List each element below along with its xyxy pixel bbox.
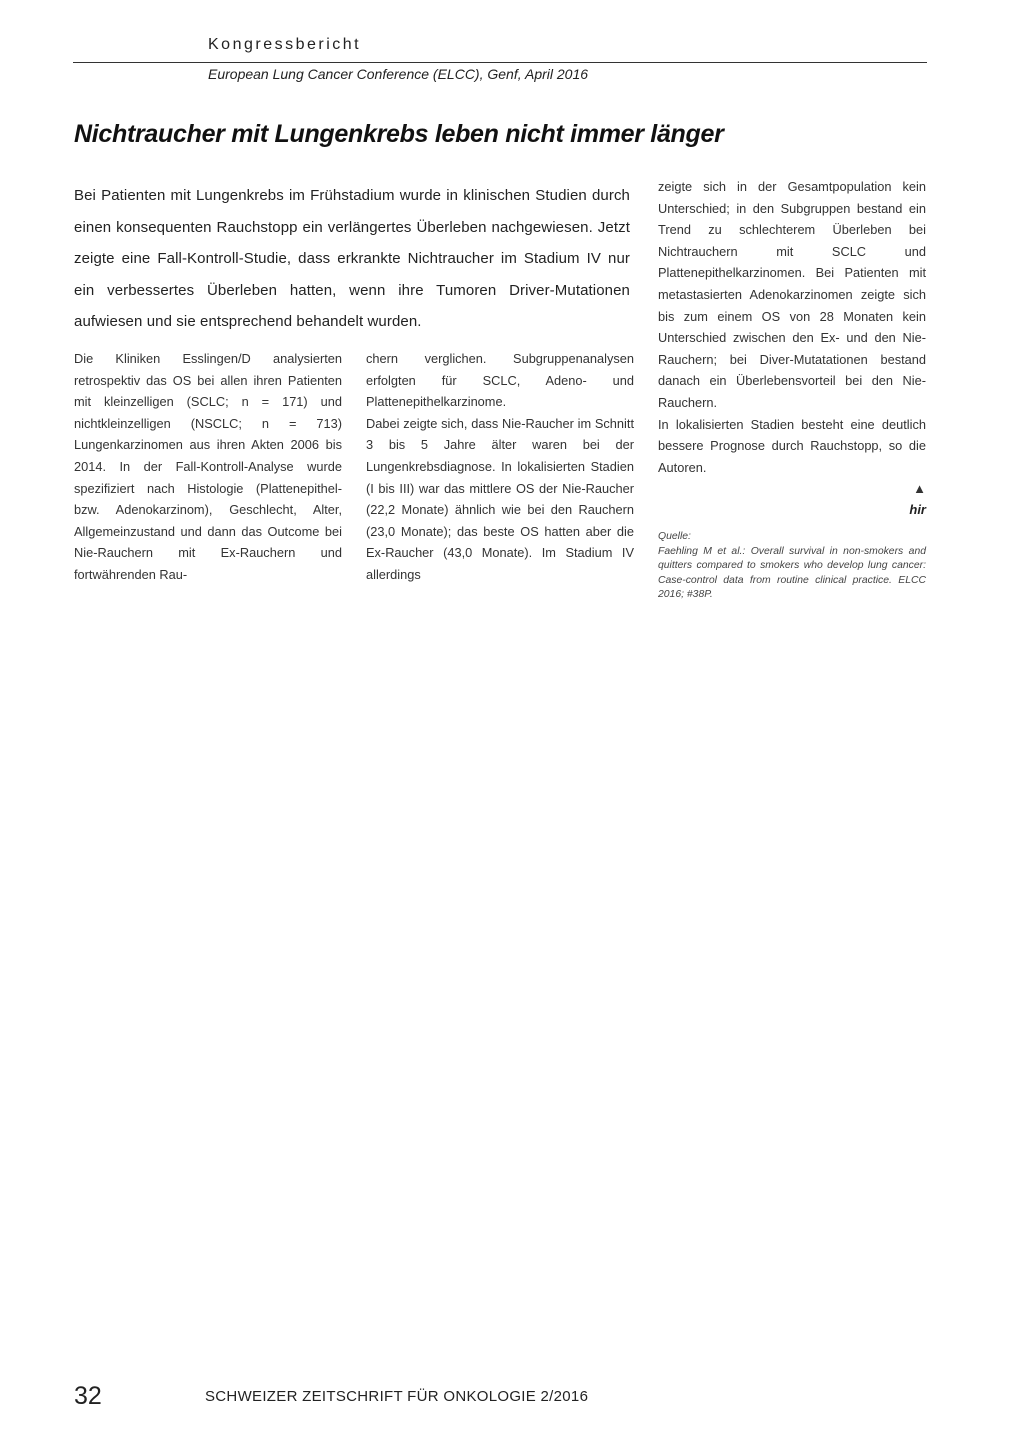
page-number: 32 [74,1382,102,1410]
column-3 [658,176,926,603]
column-2 [366,348,634,586]
end-of-article-triangle-icon: ▲ [913,481,926,497]
source-reference [658,530,926,603]
article-title: Nichtraucher mit Lungenkrebs leben nicht immer länger [74,120,724,148]
source-text: Faehling M et al.: Overall survival in non-smokers and quitters compared to smokers who develop lung cancer: Case-control data from routine clinical practice. ELCC 2016; #38P. [658,545,926,601]
column-1 [74,348,342,586]
column-3-paragraph-1: zeigte sich in der Gesamtpopulation kein Unterschied; in den Subgruppen bestand ein Trend zu schlechterem Überleben bei Nichtrauchern mit SCLC und Plattenepithelkarzinomen. Bei Patienten mit metastasierten Adenokarzinomen zeigte sich bis zum einem OS von 28 Monaten kein Unterschied zwischen den Ex- und den Nie-Rauchern; bei Diver-Mutatationen bestand danach ein Überlebensvorteil bei den Nie-Rauchern. [658,179,926,410]
article-lead: Bei Patienten mit Lungenkrebs im Frühstadium wurde in klinischen Studien durch einen konsequenten Rauchstopp ein verlängertes Überleben nachgewiesen. Jetzt zeigte eine Fall-Kontroll-Studie, dass erkrankte Nichtraucher im Stadium IV nur ein verbessertes Überleben hatten, wenn ihre Tumoren Driver-Mutationen aufwiesen und sie entsprechend behandelt wurden. [74,187,630,330]
author-initials: hir [909,502,926,518]
header-rule [73,62,927,63]
column-3-paragraph-2: In lokalisierten Stadien besteht eine deutlich bessere Prognose durch Rauchstopp, so die Autoren. [658,416,926,475]
column-2-paragraph-1: chern verglichen. Subgruppenanalysen erfolgten für SCLC, Adeno- und Plattenepithelkarzinome. [366,351,634,410]
column-2-paragraph-2: Dabei zeigte sich, dass Nie-Raucher im Schnitt 3 bis 5 Jahre älter waren bei der Lungenkrebsdiagnose. In lokalisierten Stadien (I bis III) war das mittlere OS der Nie-Raucher (22,2 Monate) ähnlich wie bei den Rauchern (23,0 Monate); das beste OS hatten aber die Ex-Raucher (43,0 Monate). Im Stadium IV allerdings [366,415,634,582]
journal-name: SCHWEIZER ZEITSCHRIFT FÜR ONKOLOGIE 2/2016 [205,1388,589,1405]
column-1-paragraph: Die Kliniken Esslingen/D analysierten retrospektiv das OS bei allen ihren Patienten mit kleinzelligen (SCLC; n = 171) und nichtkleinzelligen (NSCLC; n = 713) Lungenkarzinomen aus ihren Akten 2006 bis 2014. In der Fall-Kontroll-Analyse wurde spezifiziert nach Histologie (Plattenepithel- bzw. Adenokarzinom), Geschlecht, Alter, Allgemeinzustand und dann das Outcome bei Nie-Rauchern mit Ex-Rauchern und fortwährenden Rau- [74,351,342,582]
section-label: Kongressbericht [208,36,362,53]
source-label: Quelle: [658,531,691,543]
conference-subtitle: European Lung Cancer Conference (ELCC), Genf, April 2016 [208,66,589,82]
